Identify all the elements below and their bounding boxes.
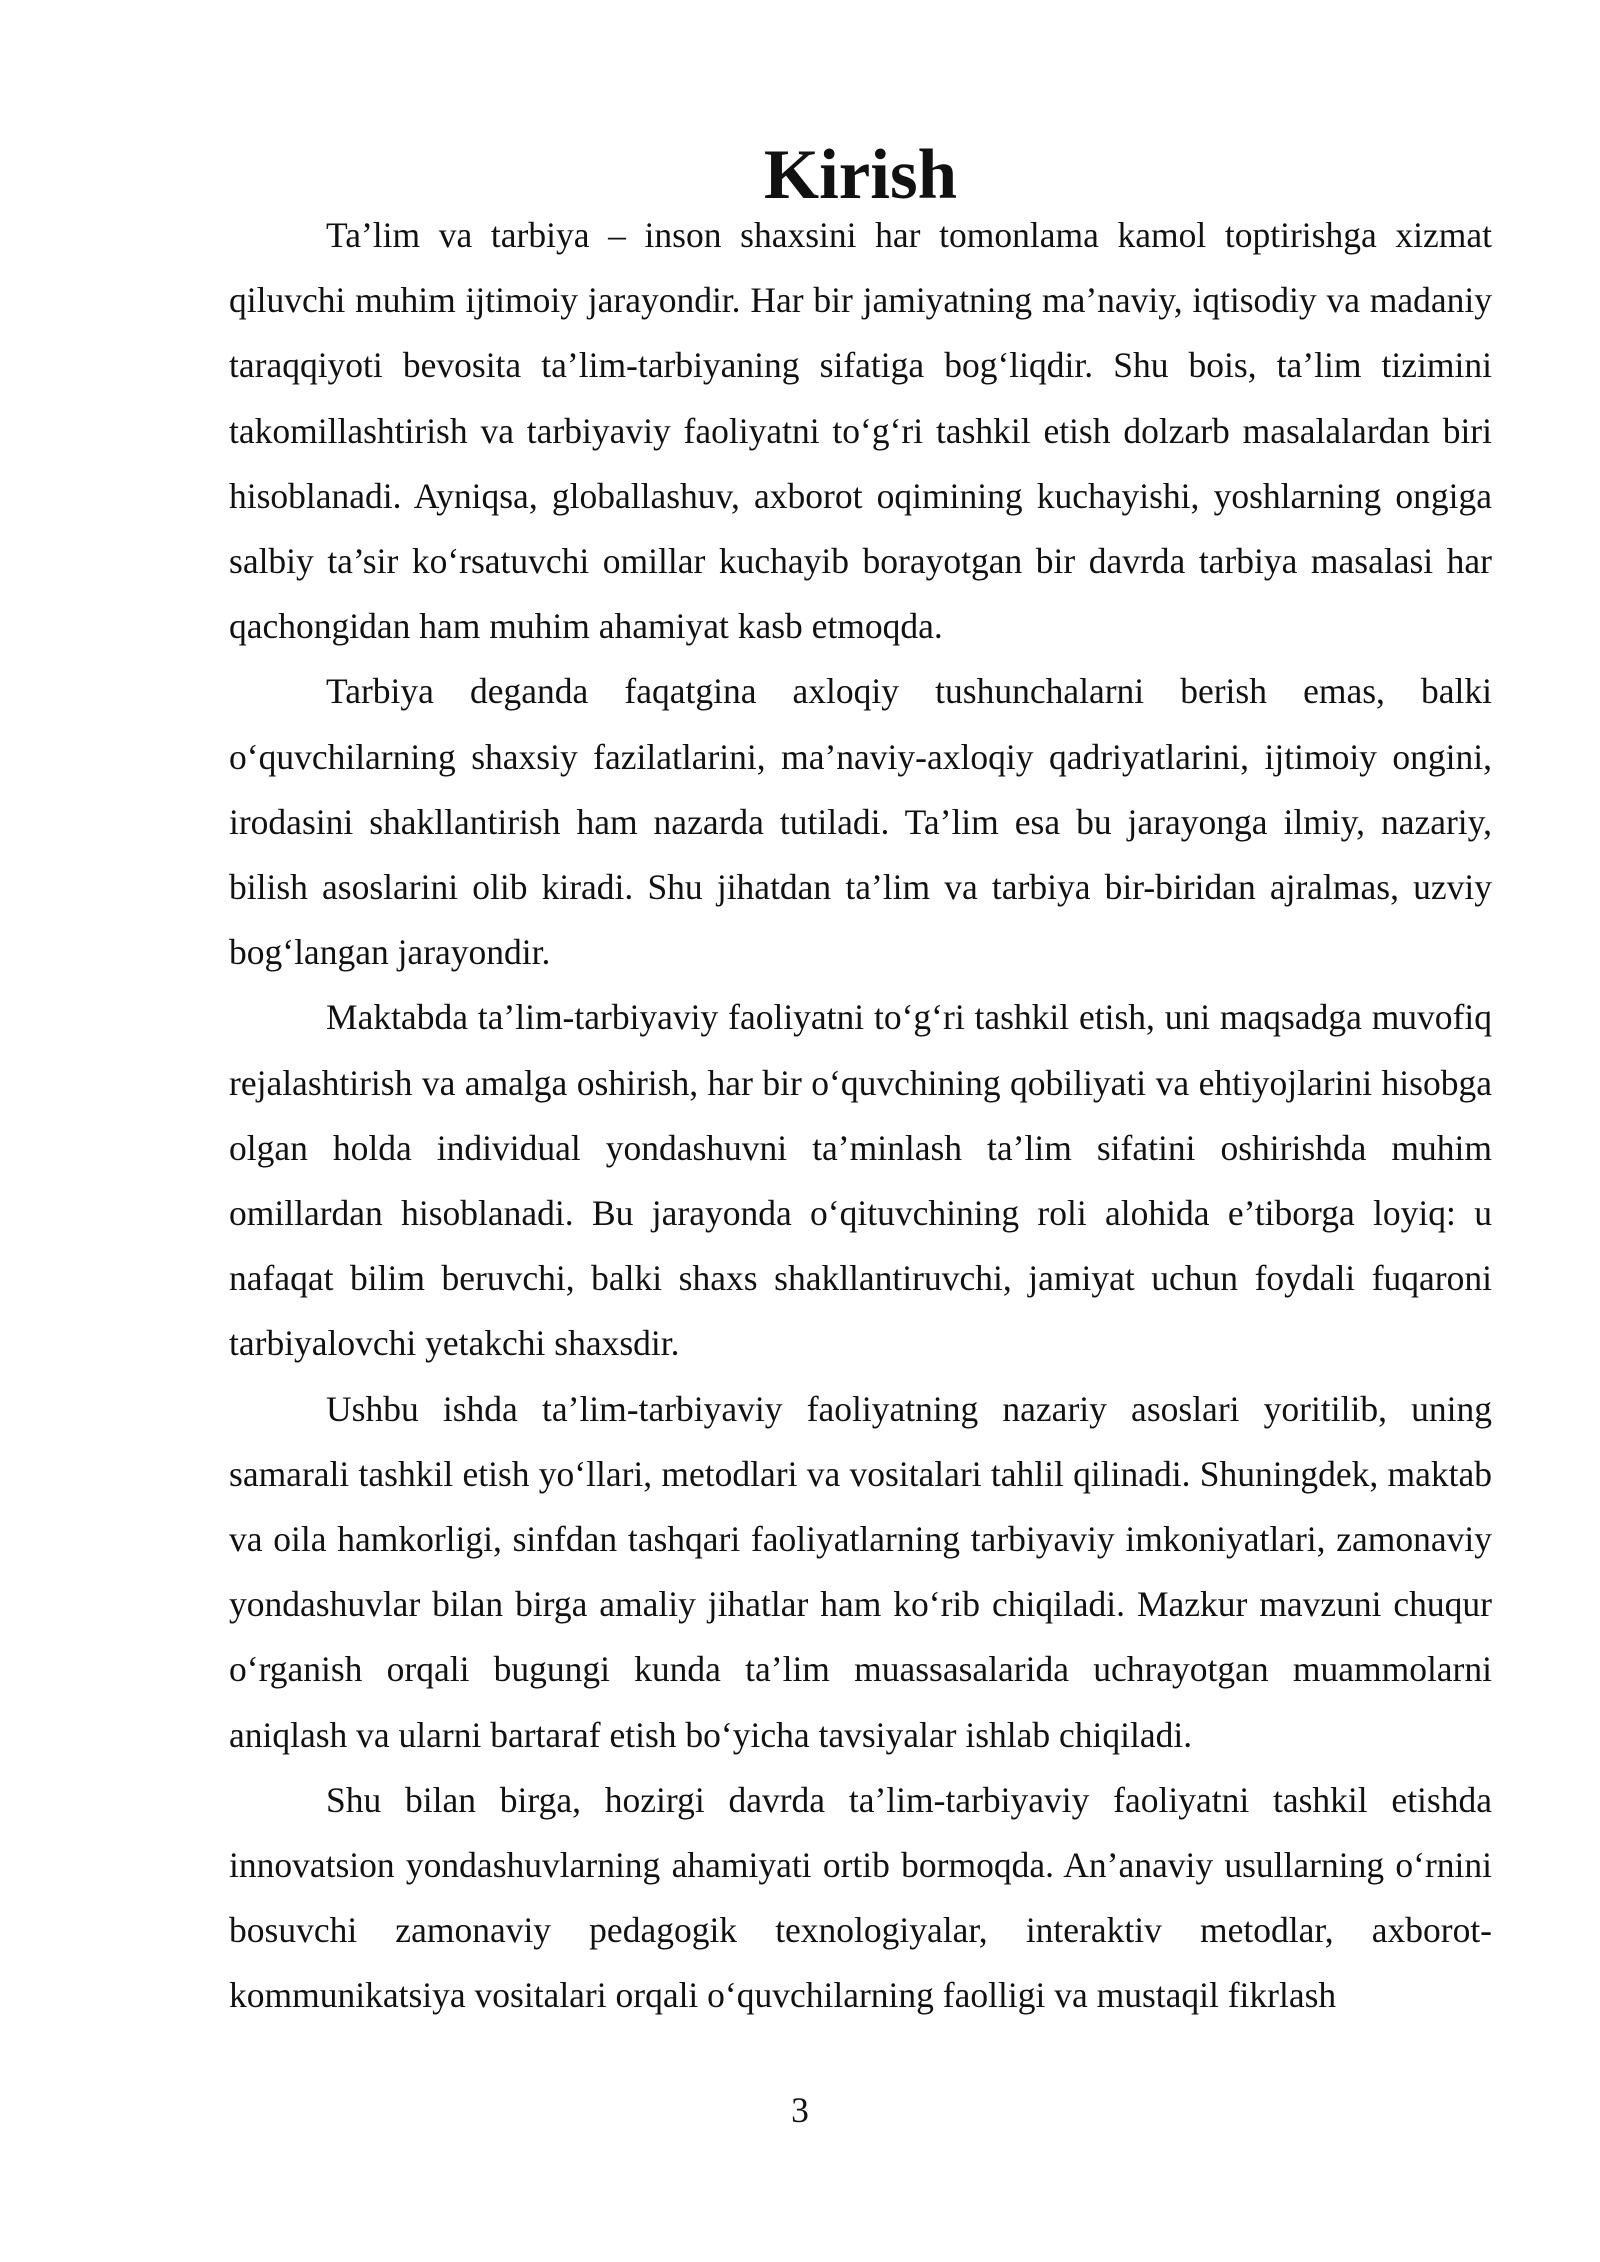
section-title: Kirish: [763, 136, 958, 214]
page-content: [229, 136, 1492, 2029]
paragraph: Maktabda ta’lim-tarbiyaviy faoliyatni to‘g‘ri tashkil etish, uni maqsadga muvofiq rejalashtirish va amalga oshirish, har bir o‘quvchining qobiliyati va ehtiyojlarini hisobga olgan holda individual yondashuvni ta’minlash ta’lim sifatini oshirishda muhim omillardan hisoblanadi. Bu jarayonda o‘qituvchining roli alohida e’tiborga loyiq: u nafaqat bilim beruvchi, balki shaxs shakllantiruvchi, jamiyat uchun foydali fuqaroni tarbiyalovchi yetakchi shaxsdir.: [229, 997, 1492, 1364]
paragraph: Tarbiya deganda faqatgina axloqiy tushunchalarni berish emas, balki o‘quvchilarning shaxsiy fazilatlarini, ma’naviy-axloqiy qadriyatlarini, ijtimoiy ongini, irodasini shakllantirish ham nazarda tutiladi. Ta’lim esa bu jarayonga ilmiy, nazariy, bilish asoslarini olib kiradi. Shu jihatdan ta’lim va tarbiya bir-biridan ajralmas, uzviy bog‘langan jarayondir.: [229, 671, 1492, 973]
page-number: 3: [791, 2090, 809, 2130]
paragraph: Ushbu ishda ta’lim-tarbiyaviy faoliyatning nazariy asoslari yoritilib, uning samarali tashkil etish yo‘llari, metodlari va vositalari tahlil qilinadi. Shuningdek, maktab va oila hamkorligi, sinfdan tashqari faoliyatlarning tarbiyaviy imkoniyatlari, zamonaviy yondashuvlar bilan birga amaliy jihatlar ham ko‘rib chiqiladi. Mazkur mavzuni chuqur o‘rganish orqali bugungi kunda ta’lim muassasalarida uchrayotgan muammolarni aniqlash va ularni bartaraf etish bo‘yicha tavsiyalar ishlab chiqiladi.: [229, 1388, 1492, 1755]
paragraph: Ta’lim va tarbiya – inson shaxsini har tomonlama kamol toptirishga xizmat qiluvchi muhim ijtimoiy jarayondir. Har bir jamiyatning ma’naviy, iqtisodiy va madaniy taraqqiyoti bevosita ta’lim-tarbiyaning sifatiga bog‘liqdir. Shu bois, ta’lim tizimini takomillashtirish va tarbiyaviy faoliyatni to‘g‘ri tashkil etish dolzarb masalalardan biri hisoblanadi. Ayniqsa, globallashuv, axborot oqimining kuchayishi, yoshlarning ongiga salbiy ta’sir ko‘rsatuvchi omillar kuchayib borayotgan bir davrda tarbiya masalasi har qachongidan ham muhim ahamiyat kasb etmoqda.: [229, 215, 1492, 647]
paragraph: Shu bilan birga, hozirgi davrda ta’lim-tarbiyaviy faoliyatni tashkil etishda innovatsion yondashuvlarning ahamiyati ortib bormoqda. An’anaviy usullarning o‘rnini bosuvchi zamonaviy pedagogik texnologiyalar, interaktiv metodlar, axborot-kommunikatsiya vositalari orqali o‘quvchilarning faolligi va mustaqil fikrlash: [229, 1779, 1492, 2016]
